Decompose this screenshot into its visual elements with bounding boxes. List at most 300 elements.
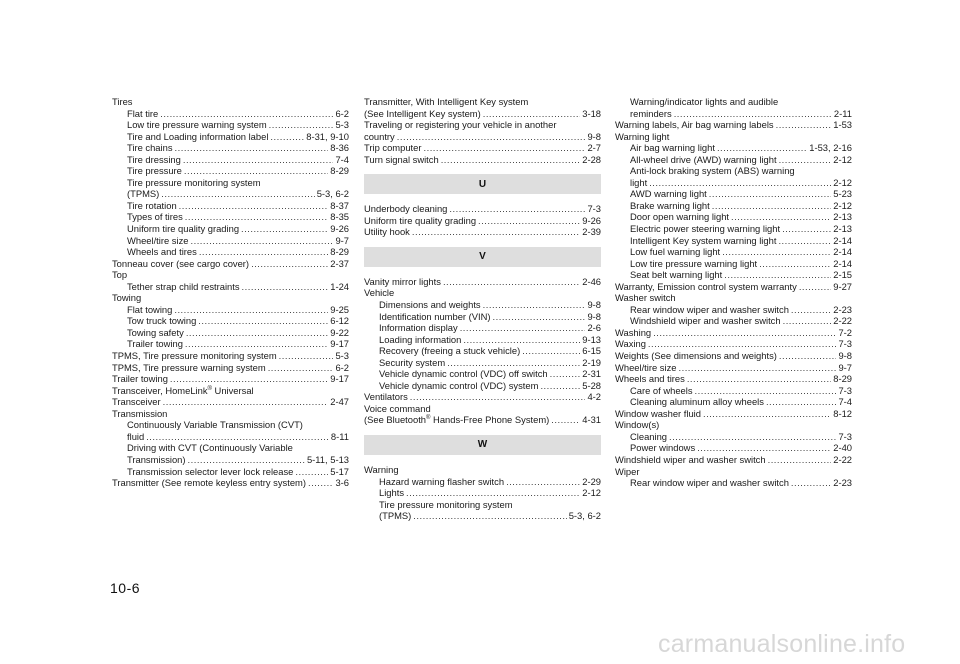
index-entry-text: Cleaning aluminum alloy wheels (630, 396, 764, 408)
index-entry-page: 2-6 (587, 322, 601, 334)
leader-dots (251, 258, 328, 270)
index-entry (615, 338, 852, 350)
index-entry (364, 311, 601, 323)
index-entry-text: Transmitter (See remote keyless entry system) (112, 477, 306, 489)
index-entry (364, 403, 601, 415)
index-entry (615, 177, 852, 189)
index-entry-text: Turn signal switch (364, 153, 439, 165)
index-entry-page: 2-12 (833, 176, 852, 188)
index-entry-text: All-wheel drive (AWD) warning light (630, 153, 777, 165)
index-entry-text: Transmission) (127, 453, 186, 465)
index-entry (615, 142, 852, 154)
index-entry (364, 391, 601, 403)
index-entry-page: 2-47 (330, 396, 349, 408)
leader-dots (483, 108, 581, 120)
index-entry-text: TPMS, Tire pressure monitoring system (112, 350, 277, 362)
index-entry-text: Top (112, 269, 128, 281)
leader-dots (185, 338, 328, 350)
index-entry-page: 5-11, 5-13 (306, 453, 349, 465)
index-entry (615, 165, 852, 177)
index-entry (615, 373, 852, 385)
index-entry (112, 419, 349, 431)
index-entry-text: Trailer towing (112, 373, 168, 385)
index-entry (112, 408, 349, 420)
index-entry (615, 477, 852, 489)
index-entry (615, 466, 852, 478)
index-entry-page: 8-35 (330, 211, 349, 223)
leader-dots (447, 357, 580, 369)
index-entry-page: 9-22 (330, 326, 349, 338)
leader-dots (413, 510, 566, 522)
leader-dots (170, 373, 328, 385)
index-entry (364, 414, 601, 426)
index-entry-text: Tire pressure monitoring system (127, 176, 261, 188)
leader-dots (483, 299, 586, 311)
index-entry (112, 258, 349, 270)
leader-dots (423, 142, 585, 154)
index-entry-page: 5-28 (582, 379, 601, 391)
leader-dots (160, 108, 333, 120)
index-entry-text: (See Bluetooth® Hands-Free Phone System) (364, 414, 550, 426)
index-entry (364, 108, 601, 120)
index-entry-text: Waxing (615, 338, 646, 350)
index-entry-text: Underbody cleaning (364, 203, 448, 215)
index-entry-page: 8-37 (330, 199, 349, 211)
index-entry (112, 315, 349, 327)
index-entry-text: Voice command (364, 402, 431, 414)
leader-dots (776, 119, 832, 131)
page-number: 10-6 (110, 580, 141, 596)
index-entry-text: Window washer fluid (615, 407, 701, 419)
leader-dots (791, 477, 831, 489)
index-entry-text: Uniform tire quality grading (364, 214, 477, 226)
index-entry-text: reminders (630, 107, 672, 119)
index-entry-page: 2-40 (833, 442, 852, 454)
index-entry (112, 96, 349, 108)
leader-dots (724, 269, 831, 281)
index-entry-text: (See Intelligent Key system) (364, 107, 481, 119)
index-entry-text: Air bag warning light (630, 142, 715, 154)
index-entry-text: Door open warning light (630, 211, 730, 223)
index-entry-text: light (630, 176, 648, 188)
index-entry-page: 8-36 (330, 142, 349, 154)
index-entry-page: 2-12 (833, 153, 852, 165)
index-entry-page: 2-31 (582, 368, 601, 380)
leader-dots (443, 276, 580, 288)
leader-dots (279, 350, 334, 362)
index-entry-text: Low tire pressure warning light (630, 257, 758, 269)
index-entry-page: 2-39 (582, 226, 601, 238)
index-entry (112, 431, 349, 443)
index-entry-page: 5-17 (330, 465, 349, 477)
index-entry (112, 292, 349, 304)
index-entry-page: 3-6 (335, 477, 349, 489)
index-entry-text: Tether strap child restraints (127, 280, 240, 292)
section-letter-heading: W (364, 435, 601, 455)
leader-dots (759, 258, 831, 270)
index-entry (364, 96, 601, 108)
index-entry (615, 258, 852, 270)
index-entry-page: 2-12 (582, 487, 601, 499)
index-entry-text: Identification number (VIN) (379, 310, 491, 322)
index-entry-page: 2-11 (833, 107, 852, 119)
leader-dots (695, 385, 837, 397)
index-entry (615, 315, 852, 327)
index-entry (615, 235, 852, 247)
index-entry-page: 6-15 (582, 345, 601, 357)
index-entry-page: 5-3 (335, 119, 349, 131)
index-entry-text: Wheels and tires (127, 246, 197, 258)
index-entry-page: 2-12 (833, 199, 852, 211)
index-entry (112, 396, 349, 408)
index-entry (615, 292, 852, 304)
index-entry-page: 7-3 (838, 338, 852, 350)
leader-dots (669, 431, 836, 443)
leader-dots (268, 362, 334, 374)
index-entry-text: Tire dressing (127, 153, 181, 165)
index-entry-page: 2-23 (833, 303, 852, 315)
index-entry-text: Cleaning (630, 430, 668, 442)
leader-dots (308, 477, 333, 489)
index-entry (615, 408, 852, 420)
index-entry-text: Low tire pressure warning system (127, 119, 267, 131)
index-entry-text: Continuously Variable Transmission (CVT) (127, 419, 303, 431)
index-entry (112, 373, 349, 385)
index-entry-text: Warranty, Emission control system warranty (615, 280, 797, 292)
leader-dots (779, 350, 837, 362)
index-entry-text: Electric power steering warning light (630, 223, 781, 235)
index-entry-text: Recovery (freeing a stuck vehicle) (379, 345, 521, 357)
index-entry-page: 8-29 (330, 165, 349, 177)
index-entry (112, 246, 349, 258)
index-entry (364, 510, 601, 522)
leader-dots (163, 396, 329, 408)
index-entry-text: Wheel/tire size (615, 361, 677, 373)
index-column-1 (112, 96, 349, 489)
leader-dots (522, 345, 580, 357)
index-entry-page: 9-26 (582, 214, 601, 226)
index-entry-text: Vanity mirror lights (364, 275, 441, 287)
leader-dots (295, 466, 328, 478)
index-entry-text: Rear window wiper and washer switch (630, 477, 789, 489)
index-entry (112, 304, 349, 316)
leader-dots (478, 215, 580, 227)
index-entry-text: Transceiver, HomeLink® Universal (112, 384, 254, 396)
index-entry-text: Traveling or registering your vehicle in another (364, 119, 557, 131)
index-entry-text: Care of wheels (630, 384, 693, 396)
index-entry-text: Washer switch (615, 292, 676, 304)
index-entry-text: Trip computer (364, 142, 422, 154)
index-entry-text: Vehicle dynamic control (VDC) system (379, 379, 539, 391)
index-entry-page: 2-14 (833, 234, 852, 246)
leader-dots (410, 391, 586, 403)
index-entry (112, 269, 349, 281)
index-entry-text: Power windows (630, 442, 696, 454)
index-entry-page: 5-3 (335, 350, 349, 362)
index-entry (112, 350, 349, 362)
index-entry-text: Warning labels, Air bag warning labels (615, 119, 774, 131)
index-entry (112, 188, 349, 200)
leader-dots (185, 211, 328, 223)
leader-dots (441, 154, 581, 166)
index-entry-text: Flat tire (127, 107, 159, 119)
index-entry-page: 8-31, 9-10 (306, 130, 349, 142)
index-entry (615, 431, 852, 443)
leader-dots (198, 315, 328, 327)
index-entry (112, 466, 349, 478)
index-entry-text: Towing safety (127, 326, 184, 338)
index-entry (364, 287, 601, 299)
index-entry (364, 368, 601, 380)
index-entry-text: Window(s) (615, 419, 660, 431)
index-entry-text: Loading information (379, 333, 462, 345)
index-entry-text: Tire pressure monitoring system (379, 498, 513, 510)
index-entry-page: 4-2 (587, 391, 601, 403)
watermark: carmanualsonline.info (658, 630, 906, 658)
index-entry (615, 223, 852, 235)
leader-dots (270, 131, 304, 143)
index-entry-text: Warning/indicator lights and audible (630, 96, 779, 107)
index-entry (112, 211, 349, 223)
index-entry (615, 327, 852, 339)
index-entry-page: 4-31 (582, 414, 601, 426)
leader-dots (183, 154, 334, 166)
leader-dots (174, 304, 328, 316)
leader-dots (146, 431, 329, 443)
index-entry-page: 9-7 (335, 234, 349, 246)
index-entry-page: 9-13 (582, 333, 601, 345)
index-entry-text: TPMS, Tire pressure warning system (112, 361, 266, 373)
index-entry-text: Tire and Loading information label (127, 130, 269, 142)
index-entry-text: Hazard warning flasher switch (379, 475, 505, 487)
index-entry-page: 7-2 (838, 326, 852, 338)
index-entry-text: Wiper (615, 465, 640, 477)
index-entry (364, 203, 601, 215)
index-entry-text: Wheel/tire size (127, 234, 189, 246)
index-entry-text: Transmission (112, 407, 168, 419)
index-entry (112, 200, 349, 212)
index-entry (112, 142, 349, 154)
leader-dots (241, 223, 328, 235)
index-entry-text: Wheels and tires (615, 373, 685, 385)
index-entry (615, 154, 852, 166)
leader-dots (179, 200, 329, 212)
index-entry-page: 2-19 (582, 356, 601, 368)
index-entry (112, 477, 349, 489)
index-entry-text: Dimensions and weights (379, 299, 481, 311)
index-entry-page: 5-23 (833, 188, 852, 200)
index-entry (112, 223, 349, 235)
index-entry (112, 177, 349, 189)
index-entry-page: 5-3, 6-2 (568, 510, 601, 522)
index-entry (615, 200, 852, 212)
index-entry-text: Low fuel warning light (630, 246, 721, 258)
index-entry (364, 142, 601, 154)
index-entry-text: Trailer towing (127, 338, 183, 350)
index-entry-text: Flat towing (127, 303, 173, 315)
index-entry (112, 165, 349, 177)
index-entry (615, 269, 852, 281)
index-entry-text: Utility hook (364, 226, 410, 238)
leader-dots (783, 315, 832, 327)
index-entry-page: 9-17 (330, 338, 349, 350)
leader-dots (406, 487, 580, 499)
leader-dots (778, 235, 831, 247)
leader-dots (709, 188, 831, 200)
index-entry-page: 9-8 (838, 350, 852, 362)
index-entry-text: Transmission selector lever lock release (127, 465, 294, 477)
index-entry-text: Ventilators (364, 391, 408, 403)
index-entry (112, 235, 349, 247)
index-entry (112, 108, 349, 120)
index-entry-page: 2-15 (833, 269, 852, 281)
leader-dots (463, 334, 580, 346)
index-entry-text: Tire pressure (127, 165, 182, 177)
index-entry-page: 2-13 (833, 223, 852, 235)
index-entry-page: 9-8 (587, 310, 601, 322)
leader-dots (722, 246, 831, 258)
leader-dots (687, 373, 831, 385)
index-entry-page: 3-18 (582, 107, 601, 119)
index-entry-page: 6-2 (335, 361, 349, 373)
index-entry (364, 119, 601, 131)
index-entry-text: Windshield wiper and washer switch (630, 315, 781, 327)
index-entry (364, 299, 601, 311)
index-entry-text: Driving with CVT (Continuously Variable (127, 442, 293, 454)
index-entry (364, 345, 601, 357)
index-entry-text: Transmitter, With Intelligent Key system (364, 96, 529, 107)
leader-dots (779, 154, 832, 166)
leader-dots (653, 327, 836, 339)
index-entry-page: 8-29 (330, 246, 349, 258)
index-entry (112, 131, 349, 143)
index-entry-page: 2-14 (833, 246, 852, 258)
index-entry-page: 2-23 (833, 477, 852, 489)
index-entry-text: Information display (379, 322, 458, 334)
index-entry-text: Brake warning light (630, 199, 710, 211)
section-letter-heading: V (364, 247, 601, 267)
index-entry (615, 188, 852, 200)
leader-dots (782, 223, 831, 235)
index-entry (615, 211, 852, 223)
index-entry (615, 454, 852, 466)
index-entry-text: Vehicle (364, 287, 395, 299)
index-entry (364, 476, 601, 488)
index-entry-page: 9-8 (587, 299, 601, 311)
index-entry-text: Weights (See dimensions and weights) (615, 350, 777, 362)
index-entry (615, 246, 852, 258)
index-entry-page: 2-13 (833, 211, 852, 223)
leader-dots (506, 476, 580, 488)
index-entry-page: 7-3 (838, 384, 852, 396)
index-entry-page: 2-14 (833, 257, 852, 269)
index-entry (364, 357, 601, 369)
index-entry-page: 2-22 (833, 453, 852, 465)
index-entry (364, 226, 601, 238)
leader-dots (648, 338, 837, 350)
section-letter-heading: U (364, 174, 601, 194)
index-entry (364, 487, 601, 499)
index-entry-page: 2-29 (582, 475, 601, 487)
leader-dots (799, 281, 831, 293)
index-entry (615, 96, 852, 108)
index-entry (615, 385, 852, 397)
leader-dots (678, 362, 836, 374)
index-entry-text: Transceiver (112, 396, 161, 408)
index-entry (112, 454, 349, 466)
index-entry (615, 108, 852, 120)
leader-dots (161, 188, 314, 200)
index-entry-text: Types of tires (127, 211, 183, 223)
index-entry-text: Tow truck towing (127, 315, 197, 327)
index-entry-page: 7-4 (335, 153, 349, 165)
leader-dots (712, 200, 832, 212)
index-entry-text: (TPMS) (379, 510, 412, 522)
index-entry (112, 362, 349, 374)
leader-dots (493, 311, 586, 323)
leader-dots (766, 396, 837, 408)
leader-dots (175, 142, 329, 154)
leader-dots (703, 408, 831, 420)
index-entry-page: 2-37 (330, 257, 349, 269)
index-entry-text: Intelligent Key system warning light (630, 234, 777, 246)
index-entry-text: Rear window wiper and washer switch (630, 303, 789, 315)
index-entry-text: Washing (615, 326, 652, 338)
index-entry-text: Towing (112, 292, 142, 304)
index-entry (615, 350, 852, 362)
index-entry (364, 154, 601, 166)
leader-dots (190, 235, 333, 247)
leader-dots (186, 327, 328, 339)
leader-dots (269, 119, 334, 131)
index-entry-page: 1-53 (833, 119, 852, 131)
leader-dots (412, 226, 580, 238)
index-entry-text: Warning (364, 464, 399, 476)
index-entry (112, 327, 349, 339)
index-entry-text: Security system (379, 356, 446, 368)
index-entry-page: 8-29 (833, 373, 852, 385)
index-entry-text: Tires (112, 96, 133, 107)
leader-dots (551, 414, 580, 426)
leader-dots (768, 454, 832, 466)
index-entry-page: 9-26 (330, 223, 349, 235)
leader-dots (242, 281, 329, 293)
index-entry-page: 2-22 (833, 315, 852, 327)
index-entry-page: 9-25 (330, 303, 349, 315)
index-entry (364, 215, 601, 227)
leader-dots (199, 246, 328, 258)
index-entry (615, 131, 852, 143)
index-entry (364, 464, 601, 476)
index-entry-text: Tonneau cover (see cargo cover) (112, 257, 250, 269)
index-entry (364, 499, 601, 511)
index-entry-page: 2-28 (582, 153, 601, 165)
index-entry-page: 6-2 (335, 107, 349, 119)
index-entry-page: 7-4 (838, 396, 852, 408)
index-entry (615, 281, 852, 293)
index-entry (112, 119, 349, 131)
index-entry (364, 322, 601, 334)
index-entry-text: Warning light (615, 130, 670, 142)
leader-dots (731, 211, 831, 223)
index-entry-text: Windshield wiper and washer switch (615, 453, 766, 465)
index-entry-text: Tire rotation (127, 199, 177, 211)
index-entry-page: 9-27 (833, 280, 852, 292)
index-entry-page: 2-46 (582, 275, 601, 287)
index-entry-page: 1-53, 2-16 (809, 142, 852, 154)
index-entry (615, 119, 852, 131)
index-entry-page: 7-3 (587, 203, 601, 215)
